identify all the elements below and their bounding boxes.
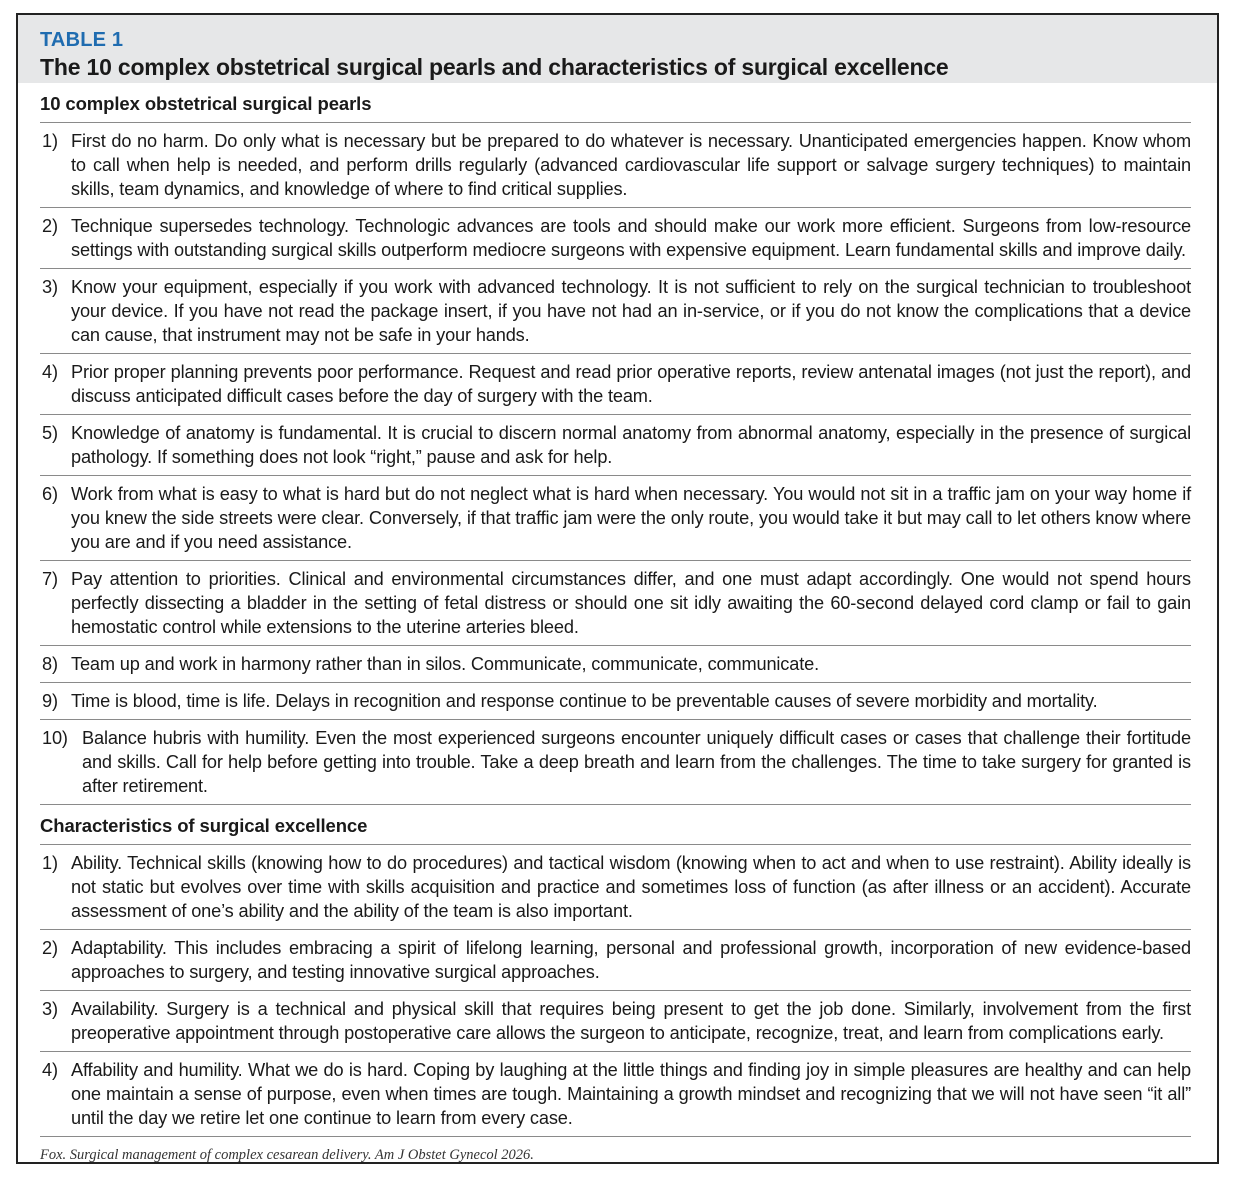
excellence-text: Availability. Surgery is a technical and physical skill that requires being present to get the job done. Similarly, involvement from the first preoperative appointment through postoperative care allows the surgeon to anticipate, recognize, treat, and learn from complications early. [71, 999, 1191, 1043]
section-heading-excellence: Characteristics of surgical excellence [40, 805, 1191, 845]
pearl-text: Balance hubris with humility. Even the most experienced surgeons encounter uniquely difficult cases or cases that challenge their fortitude and skills. Call for help before getting into trouble. Take a deep breath and learn from the challenges. The time to take surgery for granted is after retirement. [82, 728, 1191, 796]
table-frame [16, 13, 1219, 1164]
pearl-row [40, 354, 1191, 415]
pearl-number: 3) [42, 277, 58, 297]
excellence-row [40, 930, 1191, 991]
pearl-text: Team up and work in harmony rather than in silos. Communicate, communicate, communicate. [71, 654, 819, 674]
pearl-row [40, 476, 1191, 561]
excellence-number: 2) [42, 938, 58, 958]
pearl-text: Time is blood, time is life. Delays in recognition and response continue to be preventable causes of severe morbidity and mortality. [71, 691, 1098, 711]
pearl-number: 5) [42, 423, 58, 443]
table-title: The 10 complex obstetrical surgical pearls and characteristics of surgical excellence [40, 54, 949, 80]
excellence-text: Ability. Technical skills (knowing how to do procedures) and tactical wisdom (knowing when to act and when to use restraint). Ability ideally is not static but evolves over time with skills acquisition and practice and sometimes loss of function (as after illness or an accident). Accurate assessment of one’s ability and the ability of the team is also important. [71, 853, 1191, 921]
pearl-number: 1) [42, 131, 58, 151]
pearl-text: Technique supersedes technology. Technologic advances are tools and should make our work more efficient. Surgeons from low-resource settings with outstanding surgical skills outperform mediocre surgeons with expensive equipment. Learn fundamental skills and improve daily. [71, 216, 1191, 260]
pearl-row [40, 561, 1191, 646]
pearl-text: Knowledge of anatomy is fundamental. It is crucial to discern normal anatomy from abnormal anatomy, especially in the presence of surgical pathology. If something does not look “right,” pause and ask for help. [71, 423, 1191, 467]
section-heading-pearls: 10 complex obstetrical surgical pearls [40, 83, 1191, 123]
table-header [18, 15, 1217, 83]
pearl-number: 4) [42, 362, 58, 382]
pearl-number: 10) [42, 728, 68, 748]
table-body [18, 83, 1217, 1164]
excellence-row [40, 1052, 1191, 1137]
excellence-text: Affability and humility. What we do is hard. Coping by laughing at the little things and finding joy in simple pleasures are healthy and can help one maintain a sense of purpose, even when times are tough. Maintaining a growth mindset and recognizing that we will not have seen “it all” until the day we retire let one continue to learn from every case. [71, 1060, 1191, 1128]
pearl-number: 8) [42, 654, 58, 674]
pearl-number: 9) [42, 691, 58, 711]
pearl-row [40, 123, 1191, 208]
pearl-row [40, 208, 1191, 269]
excellence-row [40, 991, 1191, 1052]
pearl-row [40, 269, 1191, 354]
pearl-text: Know your equipment, especially if you work with advanced technology. It is not sufficient to rely on the surgical technician to troubleshoot your device. If you have not read the package insert, if you have not had an in-service, or if you do not know the complications that a device can cause, that instrument may not be safe in your hands. [71, 277, 1191, 345]
excellence-text: Adaptability. This includes embracing a spirit of lifelong learning, personal and professional growth, incorporation of new evidence-based approaches to surgery, and testing innovative surgical approaches. [71, 938, 1191, 982]
pearl-text: First do no harm. Do only what is necessary but be prepared to do whatever is necessary. Unanticipated emergencies happen. Know whom to call when help is needed, and perform drills regularly (advanced cardiovascular life support or salvage surgery techniques) to maintain skills, team dynamics, and knowledge of where to find critical supplies. [71, 131, 1191, 199]
excellence-number: 1) [42, 853, 58, 873]
pearl-number: 2) [42, 216, 58, 236]
excellence-row [40, 845, 1191, 930]
pearl-number: 6) [42, 484, 58, 504]
table-footnote: Fox. Surgical management of complex cesarean delivery. Am J Obstet Gynecol 2026. [40, 1147, 534, 1163]
pearl-text: Work from what is easy to what is hard but do not neglect what is hard when necessary. You would not sit in a traffic jam on your way home if you knew the side streets were clear. Conversely, if that traffic jam were the only route, you would take it but may call to let others know where you are and if you need assistance. [71, 484, 1191, 552]
pearl-text: Prior proper planning prevents poor performance. Request and read prior operative reports, review antenatal images (not just the report), and discuss anticipated difficult cases before the day of surgery with the team. [71, 362, 1191, 406]
table-label: TABLE 1 [40, 29, 124, 51]
pearl-row [40, 646, 1191, 683]
pearl-row [40, 720, 1191, 805]
excellence-number: 3) [42, 999, 58, 1019]
pearl-number: 7) [42, 569, 58, 589]
pearl-row [40, 415, 1191, 476]
pearl-text: Pay attention to priorities. Clinical and environmental circumstances differ, and one must adapt accordingly. One would not spend hours perfectly dissecting a bladder in the setting of fetal distress or should one sit idly awaiting the 60-second delayed cord clamp or fail to gain hemostatic control while extensions to the uterine arteries bleed. [71, 569, 1191, 637]
pearl-row [40, 683, 1191, 720]
excellence-number: 4) [42, 1060, 58, 1080]
